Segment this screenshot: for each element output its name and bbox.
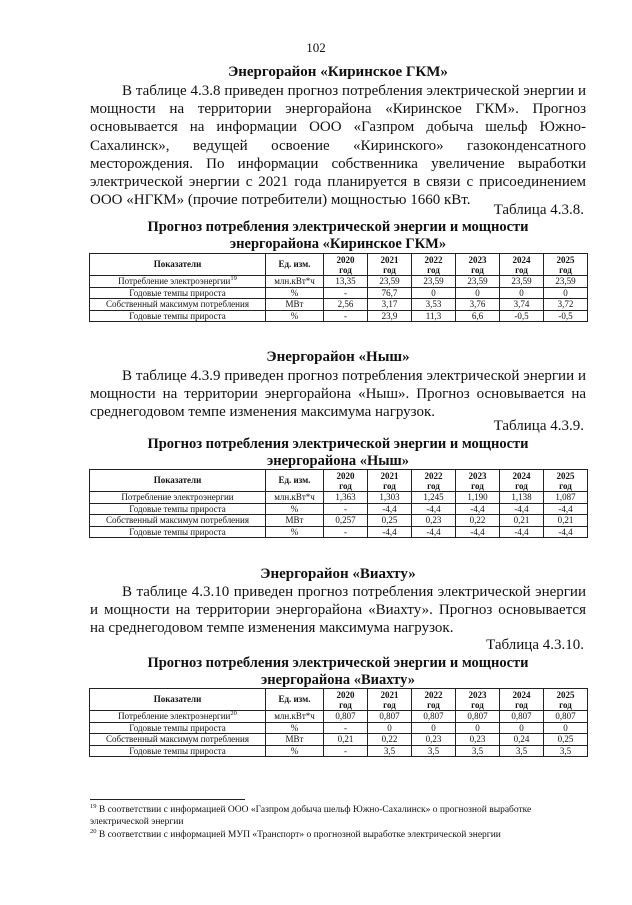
- table-cell: 3,5: [500, 745, 544, 757]
- header-year-number: 2025: [556, 254, 575, 265]
- table-cell: 0,807: [544, 711, 588, 723]
- table-title-line-1: Прогноз потребления электрической энергии и мощности: [147, 219, 529, 235]
- header-year: [368, 470, 412, 492]
- header-year-suffix: год: [339, 264, 352, 275]
- row-unit: МВт: [266, 515, 324, 527]
- table-cell: 3,5: [544, 745, 588, 757]
- row-label: [90, 526, 266, 538]
- table-row: [90, 299, 588, 311]
- table-cell: -4,4: [368, 503, 412, 515]
- header-year-suffix: год: [383, 699, 396, 710]
- table-cell: 1,190: [456, 492, 500, 504]
- header-year-number: 2025: [556, 689, 575, 700]
- table-cell: 11,3: [412, 310, 456, 322]
- header-year-suffix: год: [383, 480, 396, 491]
- header-year-number: 2020: [336, 254, 355, 265]
- header-year: [544, 470, 588, 492]
- footnote-text: В соответствии с информацией ООО «Газпром добыча шельф Южно-Сахалинск» о прогнозной выработке электрической энергии: [90, 805, 532, 827]
- footnote-text: В соответствии с информацией МУП «Транспорт» о прогнозной выработке электрической энергии: [98, 830, 501, 840]
- header-year: [368, 689, 412, 711]
- table-row: [90, 287, 588, 299]
- table-cell: 0: [456, 722, 500, 734]
- table-cell: 0,807: [368, 711, 412, 723]
- table-cell: 23,59: [412, 276, 456, 288]
- data-table-4-3-10: [89, 688, 588, 757]
- section-heading-kirinskoe: Энергорайон «Киринское ГКМ»: [228, 64, 448, 80]
- table-cell: 3,53: [412, 299, 456, 311]
- row-unit: млн.кВт*ч: [266, 492, 324, 504]
- row-label-text: Собственный максимум потребления: [106, 734, 249, 744]
- section-heading-viakhtu: Энергорайон «Виахту»: [260, 566, 416, 582]
- table-label-4-3-9: Таблица 4.3.9.: [493, 418, 584, 434]
- table-cell: 13,35: [324, 276, 368, 288]
- paragraph-kirinskoe: [90, 82, 586, 209]
- footnote-ref: 19: [230, 275, 237, 282]
- table-title-line-2: энергорайона «Ныш»: [266, 453, 410, 469]
- row-label-text: Потребление электроэнергии: [118, 276, 231, 286]
- table-cell: 3,72: [544, 299, 588, 311]
- table-cell: -0,5: [500, 310, 544, 322]
- header-year-suffix: год: [427, 699, 440, 710]
- header-unit: Ед. изм.: [266, 254, 324, 276]
- row-unit: млн.кВт*ч: [266, 711, 324, 723]
- table-cell: 3,74: [500, 299, 544, 311]
- table-label-4-3-8: Таблица 4.3.8.: [493, 202, 584, 218]
- header-year-number: 2021: [380, 470, 399, 481]
- row-label: [90, 492, 266, 504]
- header-year-suffix: год: [427, 480, 440, 491]
- table-cell: 23,59: [500, 276, 544, 288]
- row-label-text: Годовые темпы прироста: [129, 287, 226, 298]
- table-title-line-1: Прогноз потребления электрической энергии и мощности: [147, 655, 529, 671]
- table-cell: -: [324, 287, 368, 299]
- data-table-4-3-9: [89, 469, 588, 538]
- table-cell: 1,138: [500, 492, 544, 504]
- table-title-4-3-10: [90, 655, 586, 689]
- table-cell: 0,807: [456, 711, 500, 723]
- table-cell: -4,4: [544, 503, 588, 515]
- row-unit: МВт: [266, 299, 324, 311]
- header-year: [544, 689, 588, 711]
- header-unit: Ед. изм.: [266, 689, 324, 711]
- table-cell: 6,6: [456, 310, 500, 322]
- header-year-number: 2025: [556, 470, 575, 481]
- table-cell: -: [324, 310, 368, 322]
- table-title-line-2: энергорайона «Виахту»: [261, 672, 415, 688]
- header-year-number: 2022: [424, 689, 443, 700]
- table-title-4-3-9: [90, 436, 586, 470]
- paragraph-nysh: [90, 367, 586, 422]
- table-title-4-3-8: [90, 219, 586, 253]
- header-year-number: 2022: [424, 470, 443, 481]
- header-year-suffix: год: [515, 480, 528, 491]
- table-cell: -: [324, 722, 368, 734]
- table-cell: 0: [544, 287, 588, 299]
- table-row: [90, 722, 588, 734]
- footnote-20: [90, 829, 586, 841]
- row-label: [90, 734, 266, 746]
- table-title-line-2: энергорайона «Киринское ГКМ»: [229, 236, 447, 252]
- header-year-suffix: год: [559, 480, 572, 491]
- table-cell: -4,4: [412, 503, 456, 515]
- row-label-text: Годовые темпы прироста: [129, 526, 226, 537]
- table-title-line-1: Прогноз потребления электрической энергии и мощности: [147, 436, 529, 452]
- row-label-text: Годовые темпы прироста: [129, 722, 226, 733]
- header-year-suffix: год: [515, 699, 528, 710]
- table-cell: -: [324, 745, 368, 757]
- footnote-number: 20: [90, 827, 97, 835]
- table-cell: 0,807: [412, 711, 456, 723]
- table-cell: 0,21: [500, 515, 544, 527]
- header-year: [500, 689, 544, 711]
- row-label: [90, 503, 266, 515]
- table-cell: 76,7: [368, 287, 412, 299]
- table-cell: 0,23: [412, 515, 456, 527]
- table-cell: 0: [412, 287, 456, 299]
- header-year: [412, 689, 456, 711]
- header-year: [368, 254, 412, 276]
- table-cell: -4,4: [368, 526, 412, 538]
- table-header-row: [90, 254, 588, 276]
- table-header-row: [90, 689, 588, 711]
- table-row: [90, 734, 588, 746]
- row-label-text: Собственный максимум потребления: [106, 515, 249, 525]
- table-cell: 0,22: [368, 734, 412, 746]
- table-cell: 0: [500, 287, 544, 299]
- table-cell: -: [324, 526, 368, 538]
- header-year: [500, 254, 544, 276]
- row-unit: %: [266, 287, 324, 299]
- table-cell: 1,087: [544, 492, 588, 504]
- header-year-suffix: год: [471, 480, 484, 491]
- row-label: [90, 299, 266, 311]
- table-cell: -: [324, 503, 368, 515]
- page-number: 102: [306, 40, 326, 55]
- table-cell: -4,4: [456, 503, 500, 515]
- table-cell: 0,21: [544, 515, 588, 527]
- header-year-number: 2021: [380, 689, 399, 700]
- table-cell: 0,25: [368, 515, 412, 527]
- table-cell: 0,23: [456, 734, 500, 746]
- table-cell: 1,363: [324, 492, 368, 504]
- header-year-number: 2024: [512, 689, 531, 700]
- paragraph-text: В таблице 4.3.9 приведен прогноз потребления электрической энергии и мощности на территории энергорайона «Ныш». Прогноз основывается на среднегодовом темпе изменения максимума нагрузок.: [90, 368, 586, 421]
- header-year: [544, 254, 588, 276]
- header-year-number: 2020: [336, 470, 355, 481]
- row-label-text: Годовые темпы прироста: [129, 310, 226, 321]
- header-year-number: 2024: [512, 470, 531, 481]
- table-cell: 0: [544, 722, 588, 734]
- table-cell: 0,257: [324, 515, 368, 527]
- row-unit: %: [266, 722, 324, 734]
- table-cell: 0: [500, 722, 544, 734]
- header-year-number: 2020: [336, 689, 355, 700]
- row-label: [90, 711, 266, 723]
- row-unit: %: [266, 745, 324, 757]
- table-cell: 23,59: [544, 276, 588, 288]
- table-cell: 0,24: [500, 734, 544, 746]
- header-year: [324, 689, 368, 711]
- table-cell: 3,76: [456, 299, 500, 311]
- table-cell: 2,56: [324, 299, 368, 311]
- header-indicators: Показатели: [90, 470, 266, 492]
- table-cell: 0,23: [412, 734, 456, 746]
- row-unit: млн.кВт*ч: [266, 276, 324, 288]
- paragraph-text: В таблице 4.3.8 приведен прогноз потребления электрической энергии и мощности на территории энергорайона «Киринское ГКМ». Прогноз основывается на информации ООО «Газпром добыча шельф Южно-Сахалинск», ведущей освоение «Киринского» газоконденсатного месторождения. По информации собственника увеличение выработки электрической энергии с 2021 года планируется в связи с присоединением ООО «НГКМ» (прочие потребители) мощностью 1660 кВт.: [90, 83, 586, 209]
- footnote-ref: 20: [230, 710, 237, 717]
- table-cell: -4,4: [456, 526, 500, 538]
- table-row: [90, 515, 588, 527]
- row-unit: МВт: [266, 734, 324, 746]
- section-heading-nysh: Энергорайон «Ныш»: [266, 349, 410, 365]
- table-cell: 0,25: [544, 734, 588, 746]
- table-row: [90, 492, 588, 504]
- row-label-text: Собственный максимум потребления: [106, 299, 249, 309]
- table-cell: 0,807: [500, 711, 544, 723]
- row-unit: %: [266, 526, 324, 538]
- row-label: [90, 310, 266, 322]
- table-cell: 23,9: [368, 310, 412, 322]
- row-label: [90, 745, 266, 757]
- table-row: [90, 310, 588, 322]
- table-cell: 1,245: [412, 492, 456, 504]
- table-row: [90, 745, 588, 757]
- table-cell: 0,22: [456, 515, 500, 527]
- row-label-text: Годовые темпы прироста: [129, 745, 226, 756]
- header-year: [456, 254, 500, 276]
- row-label: [90, 515, 266, 527]
- table-row: [90, 526, 588, 538]
- row-label-text: Потребление электроэнергии: [121, 492, 234, 502]
- row-label-text: Потребление электроэнергии: [118, 711, 231, 721]
- header-year-suffix: год: [515, 264, 528, 275]
- table-cell: 0: [368, 722, 412, 734]
- table-cell: -4,4: [500, 503, 544, 515]
- header-year-number: 2021: [380, 254, 399, 265]
- table-cell: 0,21: [324, 734, 368, 746]
- table-cell: -4,4: [412, 526, 456, 538]
- footnote-19: [90, 804, 586, 828]
- header-year-suffix: год: [339, 699, 352, 710]
- header-year-suffix: год: [559, 264, 572, 275]
- footnote-divider: [90, 799, 245, 800]
- footnote-number: 19: [90, 802, 97, 810]
- table-cell: 23,59: [368, 276, 412, 288]
- header-unit: Ед. изм.: [266, 470, 324, 492]
- header-year: [412, 254, 456, 276]
- header-year-number: 2022: [424, 254, 443, 265]
- paragraph-text: В таблице 4.3.10 приведен прогноз потребления электрической энергии и мощности на территории энергорайона «Виахту». Прогноз основывается на среднегодовом темпе изменения максимума нагрузок.: [90, 584, 586, 637]
- header-year: [324, 254, 368, 276]
- table-cell: 3,5: [368, 745, 412, 757]
- table-cell: 23,59: [456, 276, 500, 288]
- header-year-suffix: год: [339, 480, 352, 491]
- row-unit: %: [266, 503, 324, 515]
- table-cell: 0,807: [324, 711, 368, 723]
- table-row: [90, 503, 588, 515]
- header-year: [324, 470, 368, 492]
- table-cell: 3,5: [456, 745, 500, 757]
- header-year-suffix: год: [471, 264, 484, 275]
- header-year-number: 2023: [468, 254, 487, 265]
- header-year-number: 2023: [468, 470, 487, 481]
- row-label-text: Годовые темпы прироста: [129, 503, 226, 514]
- row-label: [90, 287, 266, 299]
- header-year-number: 2023: [468, 689, 487, 700]
- header-year-number: 2024: [512, 254, 531, 265]
- table-cell: -0,5: [544, 310, 588, 322]
- row-label: [90, 276, 266, 288]
- header-year-suffix: год: [383, 264, 396, 275]
- table-cell: 1,303: [368, 492, 412, 504]
- table-header-row: [90, 470, 588, 492]
- header-indicators: Показатели: [90, 254, 266, 276]
- header-year: [456, 689, 500, 711]
- header-year: [456, 470, 500, 492]
- table-label-4-3-10: Таблица 4.3.10.: [486, 637, 584, 653]
- row-unit: %: [266, 310, 324, 322]
- table-row: [90, 276, 588, 288]
- table-cell: 0: [456, 287, 500, 299]
- table-cell: 0: [412, 722, 456, 734]
- header-year-suffix: год: [559, 699, 572, 710]
- paragraph-viakhtu: [90, 583, 586, 638]
- table-row: [90, 711, 588, 723]
- header-indicators: Показатели: [90, 689, 266, 711]
- header-year: [500, 470, 544, 492]
- table-cell: -4,4: [544, 526, 588, 538]
- header-year-suffix: год: [427, 264, 440, 275]
- header-year-suffix: год: [471, 699, 484, 710]
- header-year: [412, 470, 456, 492]
- table-cell: -4,4: [500, 526, 544, 538]
- row-label: [90, 722, 266, 734]
- table-cell: 3,5: [412, 745, 456, 757]
- table-cell: 3,17: [368, 299, 412, 311]
- data-table-4-3-8: [89, 253, 588, 322]
